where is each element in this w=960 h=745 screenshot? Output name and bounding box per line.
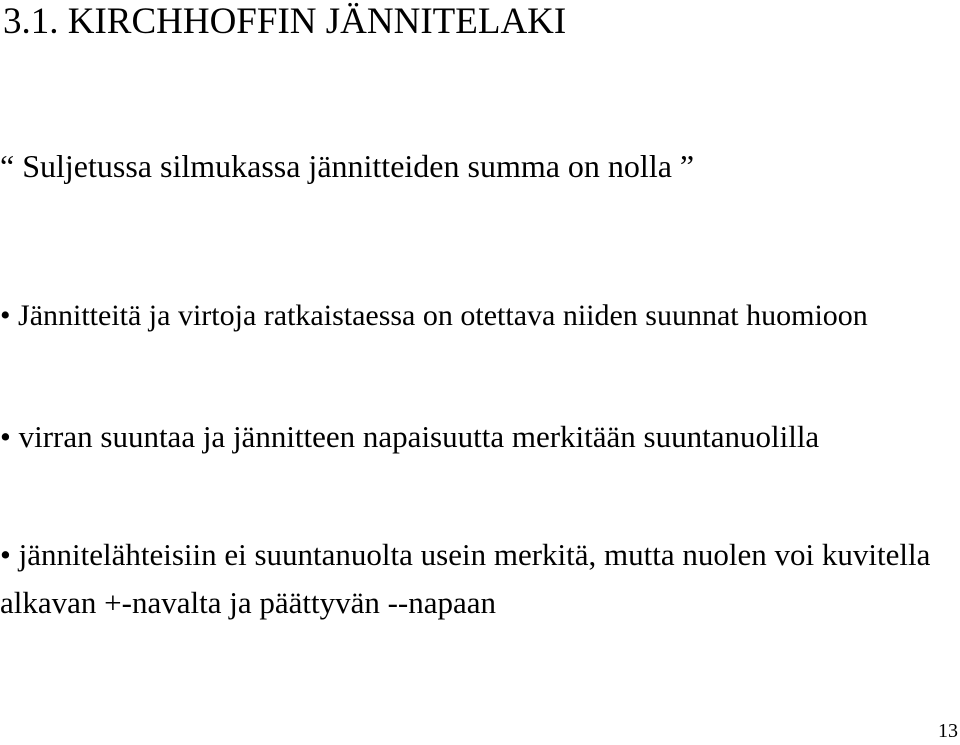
bullet-icon: • <box>0 419 19 454</box>
bullet-item <box>0 293 930 339</box>
bullet-text: jännitelähteisiin ei suuntanuolta usein merkitä, mutta nuolen voi kuvitella alkavan +-navalta ja päättyvän --napaan <box>0 537 931 620</box>
bullet-item <box>0 531 950 627</box>
slide-title: 3.1. KIRCHHOFFIN JÄNNITELAKI <box>3 1 567 42</box>
page-number: 13 <box>938 720 958 742</box>
key-statement: “ Suljetussa silmukassa jännitteiden summa on nolla ” <box>0 148 695 184</box>
bullet-item <box>0 413 930 461</box>
bullet-icon: • <box>0 537 19 572</box>
bullet-text: virran suuntaa ja jännitteen napaisuutta merkitään suuntanuolilla <box>18 419 820 454</box>
bullet-icon: • <box>0 299 19 332</box>
bullet-text: Jännitteitä ja virtoja ratkaistaessa on otettava niiden suunnat huomioon <box>18 299 868 332</box>
